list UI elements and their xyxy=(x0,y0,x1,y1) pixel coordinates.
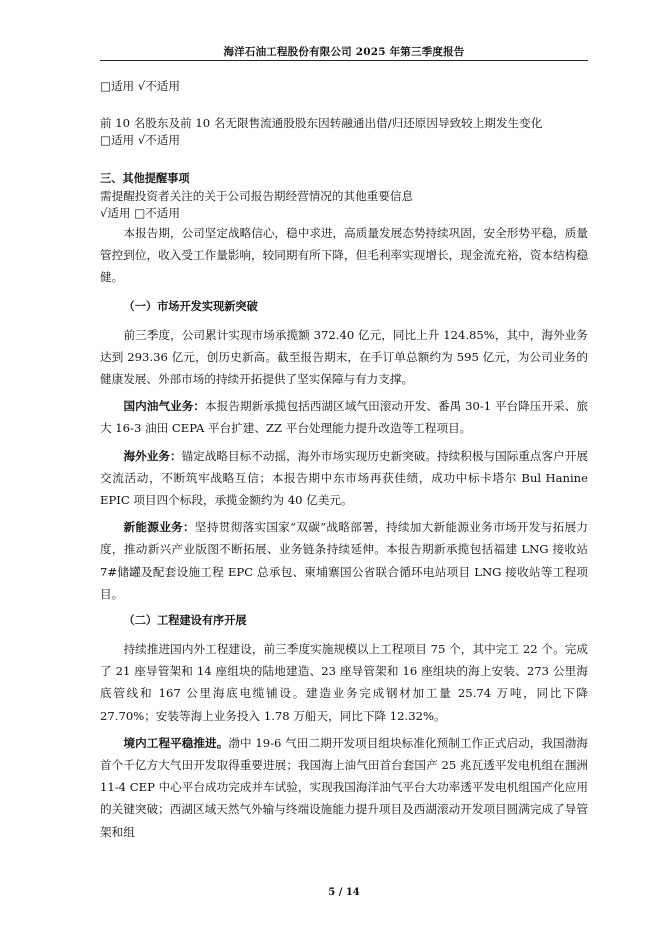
domestic-oil-gas-lead: 国内油气业务： xyxy=(123,399,206,414)
lending-change-title: 前 10 名股东及前 10 名无限售流通股股东因转融通出借/归还原因导致较上期发生变化 xyxy=(100,116,543,130)
section-subtitle: 需提醒投资者关注的关于公司报告期经营情况的其他重要信息 xyxy=(100,189,414,203)
page-content xyxy=(100,78,588,843)
market-paragraph: 前三季度，公司累计实现市场承揽额 372.40 亿元，同比上升 124.85%，其中，海外业务达到 293.36 亿元，创历史新高。截至报告期末，在手订单总额约为 595 亿元，为公司业务的健康发展、外部市场的持续开拓提供了坚实保障与有力支撑。 xyxy=(100,327,588,387)
construction-heading: （二）工程建设有序开展 xyxy=(123,614,247,628)
header-rule xyxy=(100,60,588,61)
domestic-oil-gas-paragraph xyxy=(100,395,588,439)
domestic-engineering-paragraph xyxy=(100,732,588,843)
market-heading: （一）市场开发实现新突破 xyxy=(123,299,258,313)
construction-paragraph: 持续推进国内外工程建设，前三季度实施规模以上工程项目 75 个，其中完工 22 个。完成了 21 座导管架和 14 座组块的陆地建造、23 座导管架和 16 座组块的海上安装、273 公里海底管线和 167 公里海底电缆铺设。建造业务完成钢材加工量 25.74 万吨，同比下降 27.70%；安装等海上业务投入 1.78 万船天，同比下降 12.32%。 xyxy=(100,642,588,723)
page-number: 5 / 14 xyxy=(328,887,360,898)
domestic-oil-gas-text: 本报告期新承揽包括西湖区域气田滚动开发、番禺 30-1 平台降压开采、旅大 16-3 油田 CEPA 平台扩建、ZZ 平台处理能力提升改造等工程项目。 xyxy=(100,399,588,436)
checkbox-status-2: □适用 √不适用 xyxy=(100,133,180,147)
overseas-lead: 海外业务： xyxy=(123,448,182,463)
checkbox-status-3: √适用 □不适用 xyxy=(100,206,180,220)
intro-paragraph: 本报告期，公司坚定战略信心，稳中求进，高质量发展态势持续巩固，安全形势平稳，质量管控到位，收入受工作量影响，较同期有所下降，但毛利率实现增长，现金流充裕，资本结构稳健。 xyxy=(100,226,588,285)
overseas-text: 锚定战略目标不动摇，海外市场实现历史新突破。持续积极与国际重点客户开展交流活动，不断筑牢战略互信；本报告期中东市场再获佳绩，成功中标卡塔尔 Bul Hanine EPIC 项目四个标段，承揽金额约为 40 亿美元。 xyxy=(100,448,588,508)
new-energy-lead: 新能源业务： xyxy=(123,520,195,535)
section-heading-other-reminders: 三、其他提醒事项 xyxy=(100,172,190,185)
new-energy-text: 坚持贯彻落实国家“双碳”战略部署，持续加大新能源业务市场开发与拓展力度，推动新兴产业版图不断拓展、业务链条持续延伸。本报告期新承揽包括福建 LNG 接收站 7#储罐及配套设施工程 EPC 总承包、柬埔寨国公省联合循环电站项目 LNG 接收站等工程项目。 xyxy=(100,520,588,601)
page-header: 海洋石油工程股份有限公司 2025 年第三季度报告 xyxy=(223,46,465,58)
new-energy-paragraph xyxy=(100,516,588,605)
checkbox-status-1: □适用 √不适用 xyxy=(100,79,180,93)
domestic-engineering-text: 渤中 19-6 气田二期开发项目组块标准化预制工作正式启动，我国渤海首个千亿方大气田开发取得重要进展；我国海上油气田首台套国产 25 兆瓦透平发电机组在涠洲 11-4 CEP 中心平台成功完成并车试验，实现我国海洋油气平台大功率透平发电机组国产化应用的关键突破；西湖区域天然气外输与终端设施能力提升项目及西湖滚动开发项目圆满完成了导管架和组 xyxy=(100,735,588,839)
domestic-engineering-lead: 境内工程平稳推进。 xyxy=(123,735,229,750)
overseas-paragraph xyxy=(100,445,588,512)
